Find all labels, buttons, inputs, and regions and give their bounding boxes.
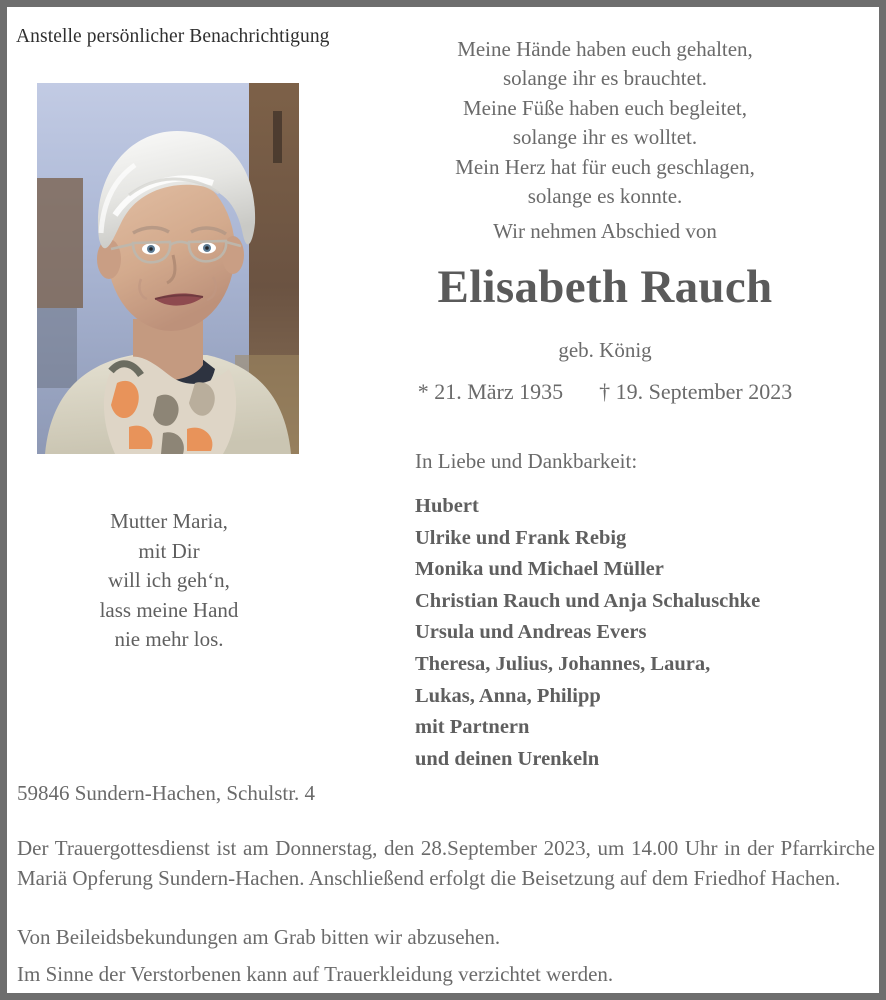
family-member: und deinen Urenkeln	[415, 747, 600, 770]
left-verse	[19, 507, 319, 655]
life-dates	[325, 379, 885, 405]
maiden-name: geb. König	[558, 338, 652, 362]
family-member: Monika und Michael Müller	[415, 558, 664, 581]
poem-line: Mein Herz hat für euch geschlagen,	[455, 154, 755, 179]
family-member: Hubert	[415, 495, 479, 517]
family-member: Ulrike und Frank Rebig	[415, 526, 627, 549]
family-member: Lukas, Anna, Philipp	[415, 684, 601, 707]
poem-line: Meine Füße haben euch begleitet,	[463, 95, 747, 120]
family-member: Christian Rauch und Anja Schaluschke	[415, 589, 761, 612]
left-verse-line: mit Dir	[138, 538, 200, 563]
left-verse-line: nie mehr los.	[114, 627, 224, 651]
poem-line: solange es konnte.	[527, 184, 683, 209]
portrait-photo	[37, 83, 299, 454]
memorial-poem	[325, 35, 885, 211]
service-details: Der Trauergottesdienst ist am Donnerstag, den 28.September 2023, um 14.00 Uhr in der Pfarrkirche Mariä Opferung Sundern-Hachen. Anschließend erfolgt die Beisetzung auf dem Friedhof Hachen.	[17, 836, 875, 890]
left-verse-line: Mutter Maria,	[110, 509, 228, 533]
dress-code-note: Im Sinne der Verstorbenen kann auf Trauerkleidung verzichtet werden.	[17, 962, 614, 986]
notification-kicker: Anstelle persönlicher Benachrichtigung	[16, 26, 330, 47]
notice-inner	[7, 7, 879, 993]
poem-line: Meine Hände haben euch gehalten,	[457, 37, 753, 61]
address-line: 59846 Sundern-Hachen, Schulstr. 4	[17, 781, 316, 805]
portrait-illustration	[37, 83, 299, 454]
poem-line: solange ihr es brauchtet.	[502, 66, 708, 91]
poem-line: solange ihr es wolltet.	[512, 125, 698, 150]
death-date: † 19. September 2023	[599, 379, 793, 404]
family-list	[415, 491, 875, 775]
family-member: mit Partnern	[415, 716, 530, 739]
deceased-name: Elisabeth Rauch	[437, 261, 773, 313]
birth-date: * 21. März 1935	[417, 379, 564, 404]
condolence-note: Von Beileidsbekundungen am Grab bitten wir abzusehen.	[17, 925, 501, 949]
family-member: Ursula und Andreas Evers	[415, 621, 647, 644]
farewell-text: Wir nehmen Abschied von	[493, 219, 717, 243]
family-member: Theresa, Julius, Johannes, Laura,	[415, 652, 711, 675]
gratitude-heading: In Liebe und Dankbarkeit:	[415, 449, 638, 473]
left-verse-line: will ich geh‘n,	[108, 568, 230, 592]
left-verse-line: lass meine Hand	[99, 597, 239, 622]
